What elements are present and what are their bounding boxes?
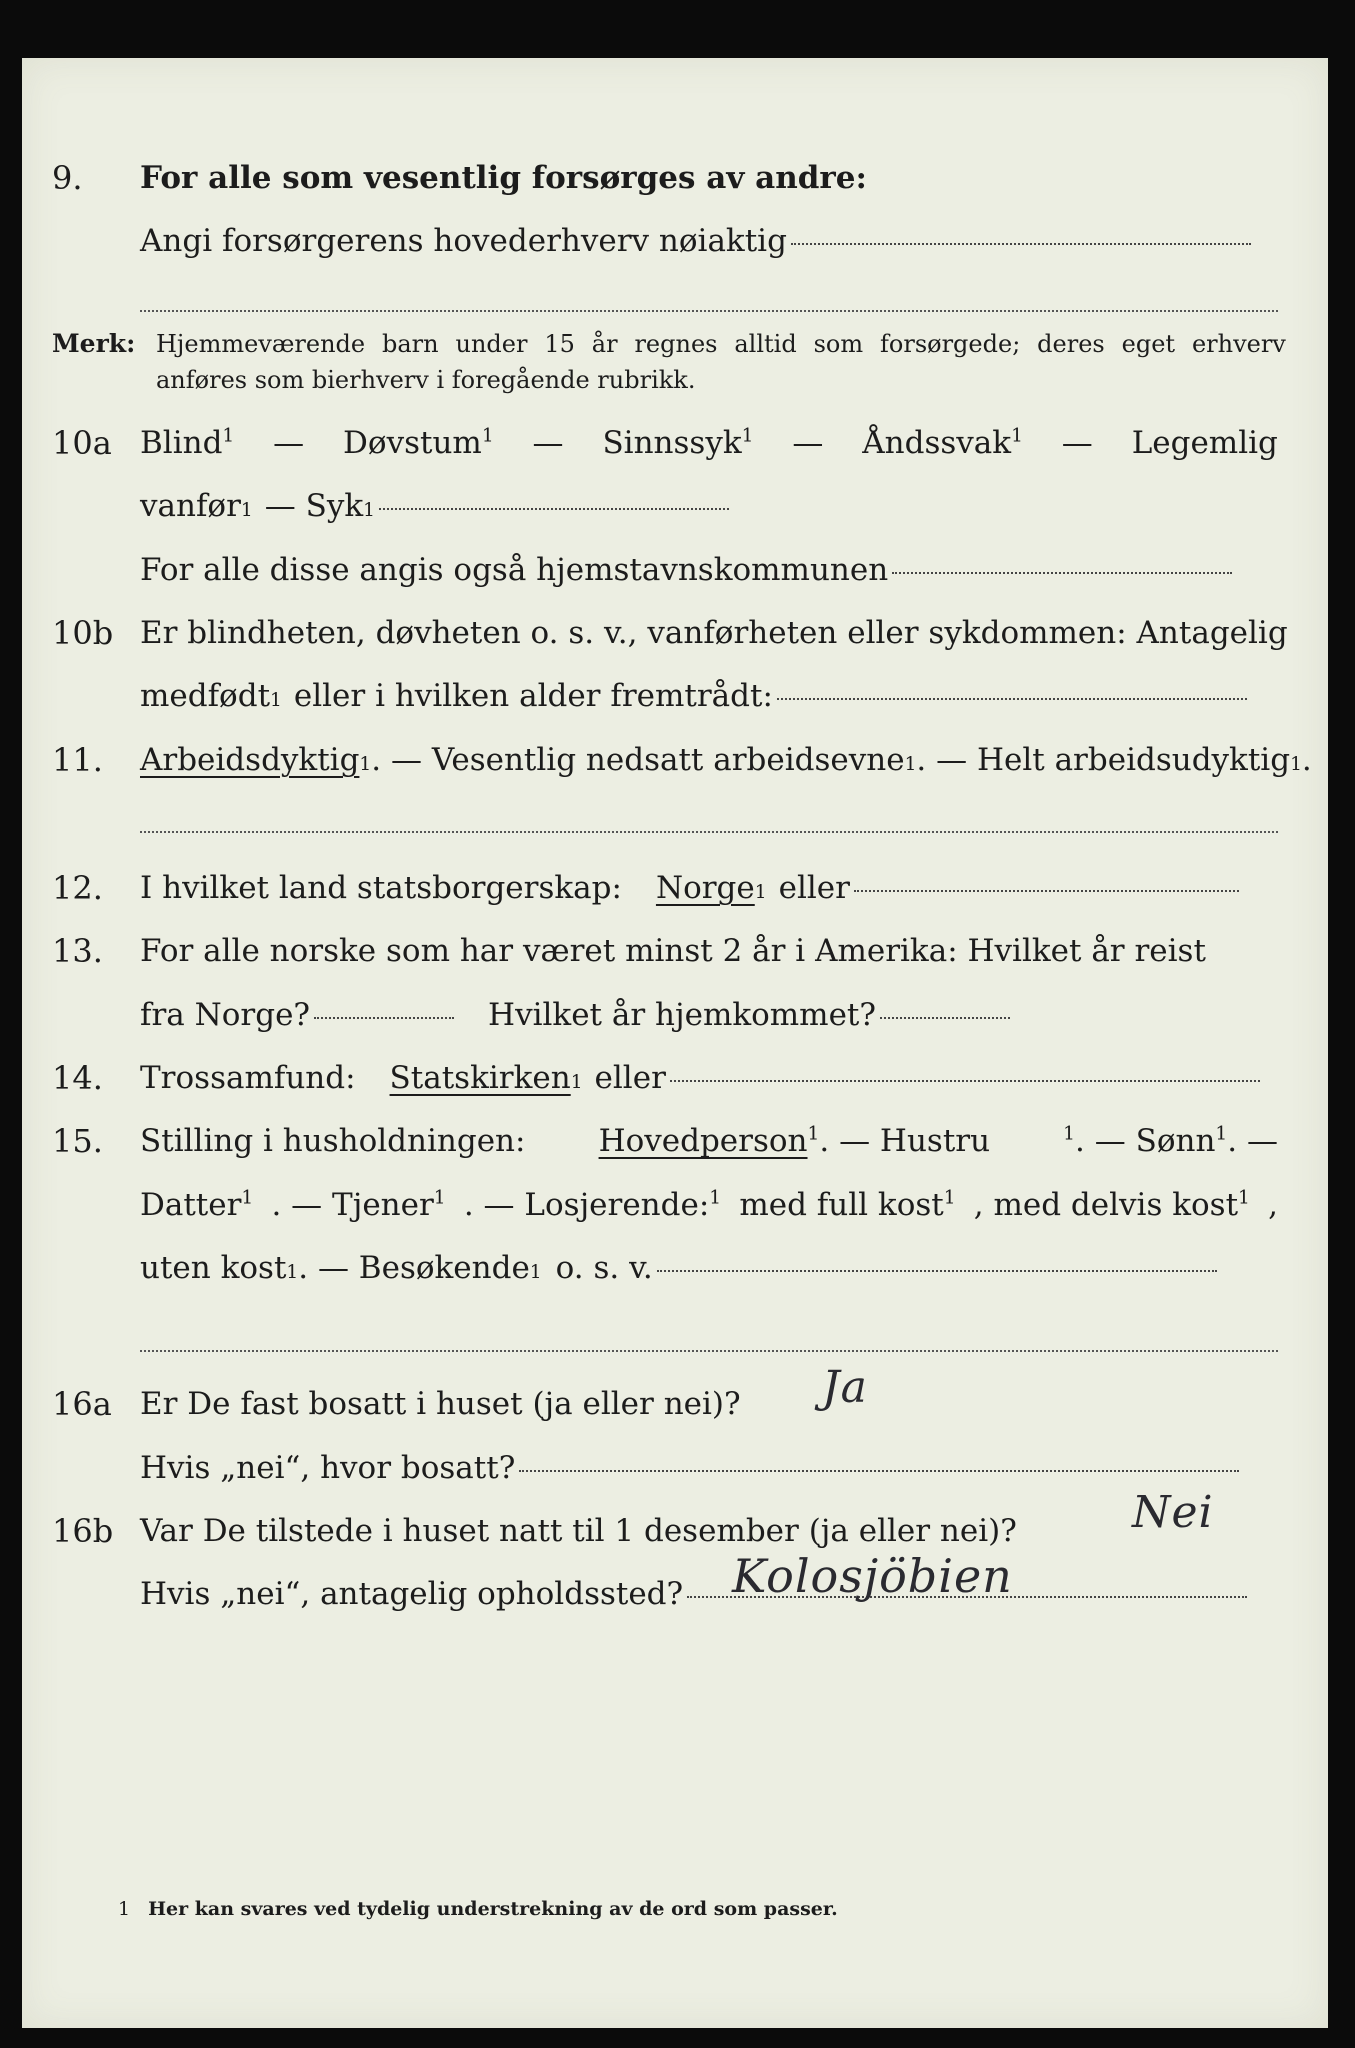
- question-text: I hvilket land statsborgerskap: Norge 1 eller: [140, 858, 1239, 918]
- option-term: Legemlig: [1131, 425, 1278, 461]
- underlined-answer: Hovedperson: [598, 1123, 808, 1159]
- question-text: Trossamfund: Statskirken 1 eller: [140, 1048, 1260, 1108]
- answer-field[interactable]: [777, 698, 1247, 700]
- note-word: regnes: [634, 330, 718, 358]
- answer-field[interactable]: [854, 890, 1239, 892]
- question-number: 16b: [52, 1512, 114, 1550]
- footnote-marker: 1: [222, 425, 235, 447]
- question-text: Angi forsørgerens hovederhverv nøiaktig: [140, 211, 1251, 271]
- question-15-line-2: [22, 1175, 1328, 1235]
- note-word: under: [455, 330, 528, 358]
- note-word: som: [813, 330, 864, 358]
- handwritten-answer: Kolosjöbien: [732, 1549, 1013, 1603]
- question-11: [22, 730, 1328, 790]
- note-word: 15: [544, 330, 575, 358]
- question-number: 13.: [52, 932, 103, 970]
- question-text: For alle som vesentlig forsørges av andre:: [140, 160, 867, 196]
- question-9-line-2: [22, 211, 1328, 271]
- underlined-answer: Statskirken: [389, 1060, 571, 1096]
- option-term: . — Losjerende:$^1$: [463, 1187, 722, 1223]
- question-number: 10a: [52, 424, 112, 462]
- separator: —: [792, 425, 824, 461]
- separator: —: [532, 425, 564, 461]
- note-word: alltid: [734, 330, 797, 358]
- underlined-answer: Arbeidsdyktig: [140, 742, 360, 778]
- option-term: Datter$^1$: [140, 1187, 254, 1223]
- option-term: Sinnssyk$^1$: [602, 425, 754, 461]
- note-word: deres: [1037, 330, 1105, 358]
- question-text: Er De fast bosatt i huset (ja eller nei)?: [140, 1386, 741, 1422]
- question-number: 15.: [52, 1122, 103, 1160]
- note-word: barn: [382, 330, 439, 358]
- question-16a-line-2: Hvis „nei“, hvor bosatt?: [22, 1438, 1328, 1498]
- handwritten-answer: Nei: [1132, 1487, 1214, 1538]
- answer-field[interactable]: [657, 1270, 1217, 1272]
- answer-field[interactable]: [791, 243, 1251, 245]
- question-14: [22, 1048, 1328, 1108]
- question-number: 16a: [52, 1385, 112, 1423]
- answer-field[interactable]: [880, 1017, 1010, 1019]
- question-13-line-2: fra Norge? Hvilket år hjemkommet?: [22, 985, 1328, 1045]
- answer-field[interactable]: [140, 310, 1278, 312]
- footnote-marker: 1: [1238, 1187, 1250, 1209]
- note-word: forsørgede;: [880, 330, 1021, 358]
- note-line-1: [156, 326, 1286, 362]
- question-15: [22, 1111, 1328, 1171]
- option-term: Åndssvak$^1$: [862, 425, 1023, 461]
- note-label: Merk:: [52, 329, 136, 358]
- option-term: ,: [1268, 1187, 1278, 1223]
- note-line-2: anføres som bierhverv i foregående rubrikk.: [156, 366, 696, 394]
- question-number: 10b: [52, 614, 114, 652]
- answer-field[interactable]: [140, 831, 1278, 833]
- question-number: 9.: [52, 159, 83, 197]
- answer-field[interactable]: [670, 1080, 1260, 1082]
- question-text: Var De tilstede i huset natt til 1 desember (ja eller nei)?: [140, 1513, 1017, 1549]
- separator: —: [1061, 425, 1093, 461]
- question-number: 12.: [52, 869, 103, 907]
- question-10a: [22, 413, 1328, 473]
- option-term: Døvstum$^1$: [343, 425, 494, 461]
- question-10a-line-3: For alle disse angis også hjemstavnskommunen: [22, 540, 1328, 600]
- census-form-page: [22, 58, 1328, 2028]
- question-16b-line-2: Hvis „nei“, antagelig opholdssted?: [22, 1564, 1328, 1624]
- note-word: eget: [1121, 330, 1176, 358]
- question-10a-line-2: vanfør 1 — Syk 1: [22, 476, 1328, 536]
- separator: —: [273, 425, 305, 461]
- note-text: [156, 326, 1286, 398]
- underlined-answer: Norge: [655, 870, 755, 906]
- answer-field[interactable]: [314, 1017, 454, 1019]
- note-word: Hjemmeværende: [156, 330, 366, 358]
- answer-field[interactable]: [519, 1470, 1239, 1472]
- answer-field[interactable]: [140, 1350, 1278, 1352]
- question-text: Arbeidsdyktig 1 . — Vesentlig nedsatt arbeidsevne 1 . — Helt arbeidsudyktig 1 .: [140, 730, 1312, 790]
- footnote-marker: 1: [943, 1187, 956, 1209]
- question-12: [22, 858, 1328, 918]
- option-term: Blind$^1$: [140, 425, 235, 461]
- footnote-marker: 1: [433, 1187, 446, 1209]
- footnote-marker: 1: [741, 425, 754, 447]
- question-10b: [22, 603, 1328, 663]
- question-10b-line-2: medfødt 1 eller i hvilken alder fremtrådt:: [22, 666, 1328, 726]
- question-number: 14.: [52, 1059, 103, 1097]
- question-text: For alle norske som har været minst 2 år i Amerika: Hvilket år reist: [140, 933, 1206, 969]
- question-15-line-3: uten kost 1 . — Besøkende 1 o. s. v.: [22, 1238, 1328, 1298]
- footnote-marker: 1: [709, 1187, 722, 1209]
- question-text: Er blindheten, døvheten o. s. v., vanførheten eller sykdommen: Antagelig: [140, 615, 1288, 651]
- option-term: , med delvis kost$^1$: [973, 1187, 1250, 1223]
- footnote-marker: 1: [241, 1187, 254, 1209]
- handwritten-answer: Ja: [822, 1362, 868, 1413]
- option-term: . — Tjener$^1$: [271, 1187, 446, 1223]
- note-word: erhverv: [1191, 330, 1286, 358]
- answer-field[interactable]: [379, 508, 729, 510]
- footnote-marker: 1: [1011, 425, 1023, 447]
- question-number: 11.: [52, 741, 103, 779]
- question-text: [140, 413, 1278, 473]
- question-9: [22, 148, 1328, 208]
- footnote-marker: 1: [481, 425, 494, 447]
- option-term: med full kost$^1$: [739, 1187, 956, 1223]
- question-text: Stilling i husholdningen: Hovedperson$^1$. — Hustru $^1$. — Sønn$^1$. —: [140, 1123, 1278, 1159]
- footnote: 1 Her kan svares ved tydelig understrekning av de ord som passer.: [118, 1898, 838, 1920]
- answer-field[interactable]: [892, 572, 1232, 574]
- question-13: [22, 921, 1328, 981]
- note-word: år: [591, 330, 618, 358]
- question-16a: [22, 1374, 1328, 1434]
